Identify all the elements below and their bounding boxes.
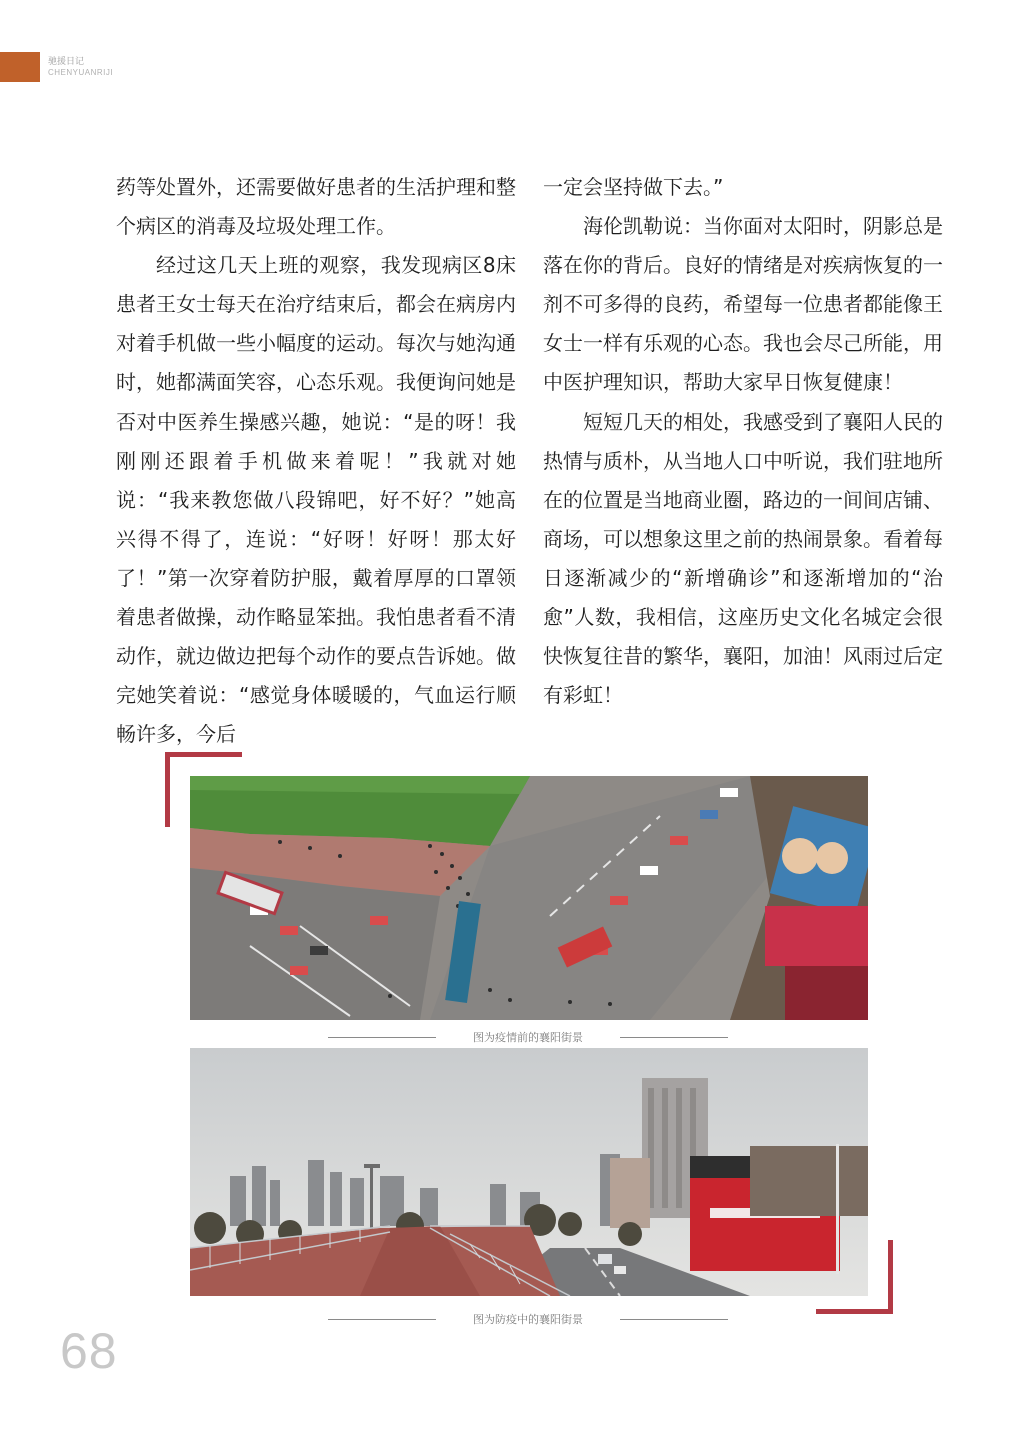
caption-rule-left — [328, 1037, 436, 1038]
paragraph: 药等处置外，还需要做好患者的生活护理和整个病区的消毒及垃圾处理工作。 — [116, 175, 516, 239]
frame-corner-top-left — [165, 752, 242, 757]
paragraph: 短短几天的相处，我感受到了襄阳人民的热情与质朴，从当地人口中听说，我们驻地所在的位置是当地商业圈，路边的一间间店铺、商场，可以想象这里之前的热闹景象。看着每日逐渐减少的“新增确诊”和逐渐增加的“治愈”人数，我相信，这座历史文化名城定会很快恢复往昔的繁华，襄阳，加油！风雨过后定有彩虹！ — [543, 409, 943, 708]
frame-corner-top-left — [165, 752, 170, 827]
street-photo-during — [190, 1048, 868, 1296]
paragraph: 经过这几天上班的观察，我发现病区8床患者王女士每天在治疗结束后，都会在病房内对着手机做一些小幅度的运动。每次与她沟通时，她都满面笑容，心态乐观。我便询问她是否对中医养生操感兴趣，她说：“是的呀！我刚刚还跟着手机做来着呢！”我就对她说：“我来教您做八段锦吧，好不好？”她高兴得不得了，连说：“好呀！好呀！那太好了！”第一次穿着防护服，戴着厚厚的口罩领着患者做操，动作略显笨拙。我怕患者看不清动作，就边做边把每个动作的要点告诉她。做完她笑着说：“感觉身体暖暖的，气血运行顺畅许多，今后 — [116, 253, 516, 747]
street-photo-before — [190, 776, 868, 1020]
paragraph: 海伦凯勒说：当你面对太阳时，阴影总是落在你的背后。良好的情绪是对疾病恢复的一剂不可多得的良药，希望每一位患者都能像王女士一样有乐观的心态。我也会尽己所能，用中医护理知识，帮助大家早日恢复健康！ — [543, 214, 943, 395]
section-title-pinyin: CHENYUANRIJI — [48, 68, 114, 77]
paragraph: 一定会坚持做下去。” — [543, 175, 724, 199]
caption-rule-right — [620, 1037, 728, 1038]
caption-text: 图为疫情前的襄阳街景 — [473, 1031, 583, 1044]
section-title: 驰援日记 — [48, 57, 85, 67]
photo-caption — [328, 1311, 728, 1327]
caption-rule-right — [620, 1319, 728, 1320]
article-column-right — [543, 168, 943, 715]
page-number: 68 — [60, 1323, 118, 1379]
section-color-tab — [0, 52, 40, 82]
caption-text: 图为防疫中的襄阳街景 — [473, 1313, 583, 1326]
frame-corner-bottom-right — [816, 1309, 893, 1314]
photo-caption — [328, 1029, 728, 1045]
caption-rule-left — [328, 1319, 436, 1320]
frame-corner-bottom-right — [888, 1240, 893, 1314]
article-column-left — [116, 168, 516, 754]
